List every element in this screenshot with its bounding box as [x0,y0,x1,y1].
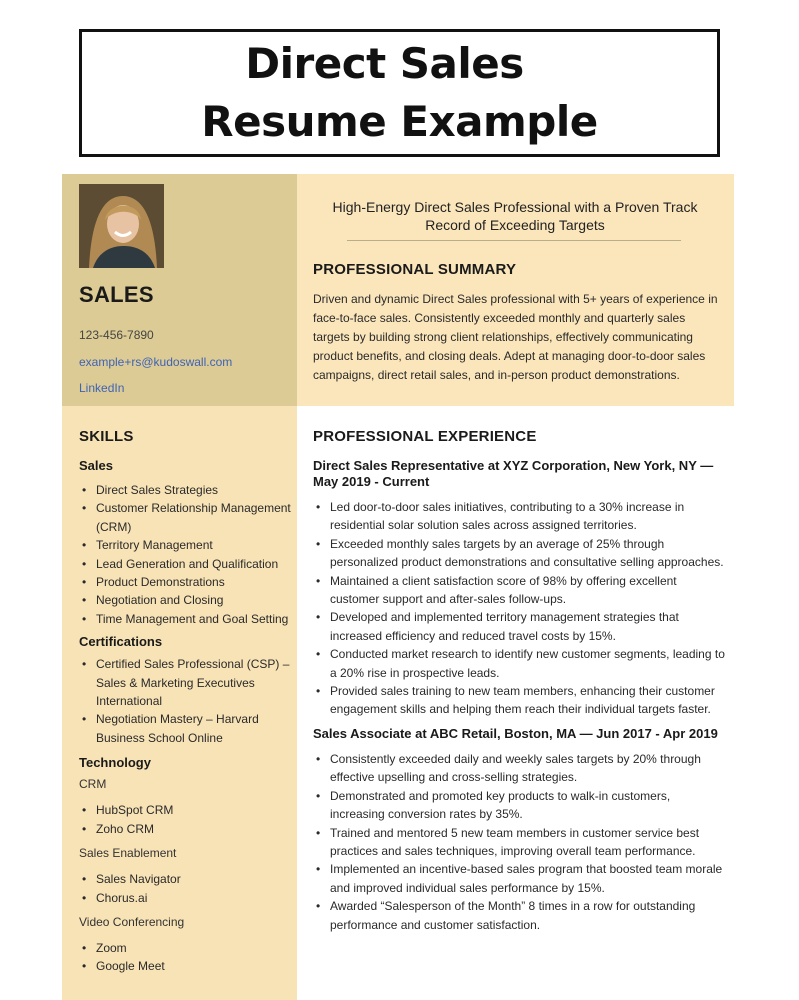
candidate-name: SALES [79,282,154,307]
sales-skills-title: Sales [79,458,113,473]
banner-title-line-1: Direct Sales [245,39,524,88]
sales-enablement-list [79,870,293,907]
phone-number: 123-456-7890 [79,328,154,342]
technology-title: Technology [79,755,151,771]
list-item: • Demonstrated and promoted key products to walk-in customers, increasing conversion rates by 35%. [313,787,725,824]
list-item: • Developed and implemented territory management strategies that increased efficiency and reduced travel costs by 15%. [313,608,725,645]
certifications-list [79,655,293,747]
list-item: • Maintained a client satisfaction score of 98% by offering excellent customer support and after-sales follow-ups. [313,572,725,609]
list-item: • Territory Management [79,536,293,554]
list-item: • HubSpot CRM [79,801,293,819]
crm-list [79,801,293,838]
list-item: • Awarded “Salesperson of the Month” 8 times in a row for outstanding performance and customer satisfaction. [313,897,725,934]
title-banner [79,29,720,157]
list-item: • Sales Navigator [79,870,293,888]
list-item: • Google Meet [79,957,293,975]
sales-enablement-label: Sales Enablement [79,846,177,861]
banner-title-line-2: Resume Example [201,97,598,146]
list-item: • Zoom [79,939,293,957]
video-conferencing-list [79,939,293,976]
list-item: • Product Demonstrations [79,573,293,591]
list-item: • Exceeded monthly sales targets by an average of 25% through personalized product demonstrations and consultative selling approaches. [313,535,725,572]
list-item: • Provided sales training to new team members, enhancing their customer engagement skills and helping them reach their individual targets faster. [313,682,725,719]
list-item: • Led door-to-door sales initiatives, contributing to a 30% increase in residential solar solution sales across assigned territories. [313,498,725,535]
skills-section [79,428,293,976]
list-item: • Direct Sales Strategies [79,481,293,499]
experience-section [313,428,725,934]
certifications-title: Certifications [79,634,163,650]
job-title-1: Direct Sales Representative at XYZ Corporation, New York, NY — May 2019 - Current [313,458,714,489]
email-link[interactable]: example+rs@kudoswall.com [79,355,233,369]
list-item: • Time Management and Goal Setting [79,610,293,628]
job-1-bullets [313,498,725,719]
list-item: • Negotiation and Closing [79,591,293,609]
video-conferencing-label: Video Conferencing [79,914,185,929]
sales-skills-list [79,481,293,628]
list-item: • Conducted market research to identify new customer segments, leading to a 20% rise in prospective leads. [313,645,725,682]
resume-document [62,174,734,1000]
list-item: • Implemented an incentive-based sales program that boosted team morale and improved individual sales performance by 15%. [313,860,725,897]
list-item: • Chorus.ai [79,889,293,907]
experience-title: PROFESSIONAL EXPERIENCE [313,428,537,445]
list-item: • Consistently exceeded daily and weekly sales targets by 20% through effective upselling and cross-selling strategies. [313,750,725,787]
list-item: • Zoho CRM [79,820,293,838]
job-title-2: Sales Associate at ABC Retail, Boston, MA — Jun 2017 - Apr 2019 [313,725,718,741]
list-item: • Certified Sales Professional (CSP) – Sales & Marketing Executives International [79,655,293,710]
skills-title: SKILLS [79,428,134,445]
headline-divider [347,240,681,241]
resume-headline: High-Energy Direct Sales Professional with a Proven Track Record of Exceeding Targets [332,199,698,233]
summary-text: Driven and dynamic Direct Sales professional with 5+ years of experience in face-to-face sales. Consistently exceeded monthly and quarterly sales targets by building strong client relationships, effectively communicating product benefits, and closing deals. Adept at managing door-to-door sales campaigns, direct retail sales, and in-person product demonstrations. [313,292,718,382]
job-2-bullets [313,750,725,934]
list-item: • Negotiation Mastery – Harvard Business School Online [79,710,293,747]
profile-photo [79,184,164,268]
linkedin-link[interactable]: LinkedIn [79,381,125,395]
crm-label: CRM [79,777,107,792]
list-item: • Customer Relationship Management (CRM) [79,499,293,536]
list-item: • Trained and mentored 5 new team members in customer service best practices and sales techniques, improving overall team performance. [313,824,725,861]
summary-title: PROFESSIONAL SUMMARY [313,261,517,278]
list-item: • Lead Generation and Qualification [79,555,293,573]
